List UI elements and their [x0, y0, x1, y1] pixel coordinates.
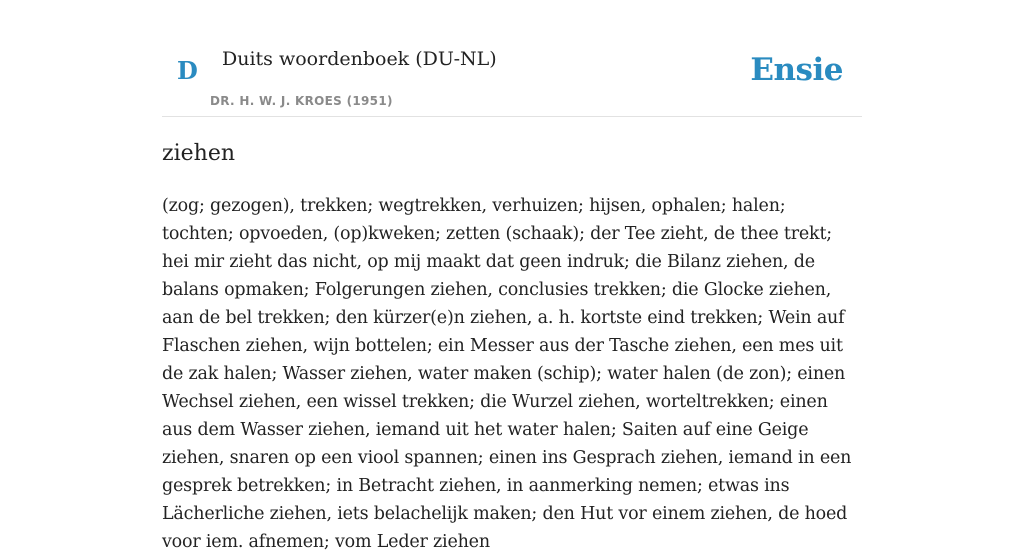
- page: [162, 0, 862, 552]
- dictionary-author: DR. H. W. J. KROES (1951): [210, 94, 393, 108]
- entry-headword: ziehen: [162, 141, 236, 166]
- dictionary-title-link[interactable]: Duits woordenboek (DU-NL): [222, 48, 497, 70]
- entry-definition: (zog; gezogen), trekken; wegtrekken, verhuizen; hijsen, ophalen; halen; tochten; opvoeden, (op)kweken; zetten (schaak); der Tee zieht, de thee trekt; hei mir zieht das nicht, op mij maakt dat geen indruk; die Bilanz ziehen, de balans opmaken; Folgerungen ziehen, conclusies trekken; die Glocke ziehen, aan de bel trekken; den kürzer(e)n ziehen, a. h. kortste eind trekken; Wein auf Flaschen ziehen, wijn bottelen; ein Messer aus der Tasche ziehen, een mes uit de zak halen; Wasser ziehen, water maken (schip); water halen (de zon); einen Wechsel ziehen, een wissel trekken; die Wurzel ziehen, worteltrekken; einen aus dem Wasser ziehen, iemand uit het water halen; Saiten auf eine Geige ziehen, snaren op een viool spannen; einen ins Gesprach ziehen, iemand in een gesprek betrekken; in Betracht ziehen, in aanmerking nemen; etwas ins Lächerliche ziehen, iets belachelijk maken; den Hut vor einem ziehen, de hoed voor iem. afnemen; vom Leder ziehen: [162, 196, 852, 552]
- dictionary-letter-badge[interactable]: D: [177, 56, 198, 85]
- ensie-logo[interactable]: Ensie: [750, 52, 843, 88]
- dictionary-header: [162, 0, 862, 117]
